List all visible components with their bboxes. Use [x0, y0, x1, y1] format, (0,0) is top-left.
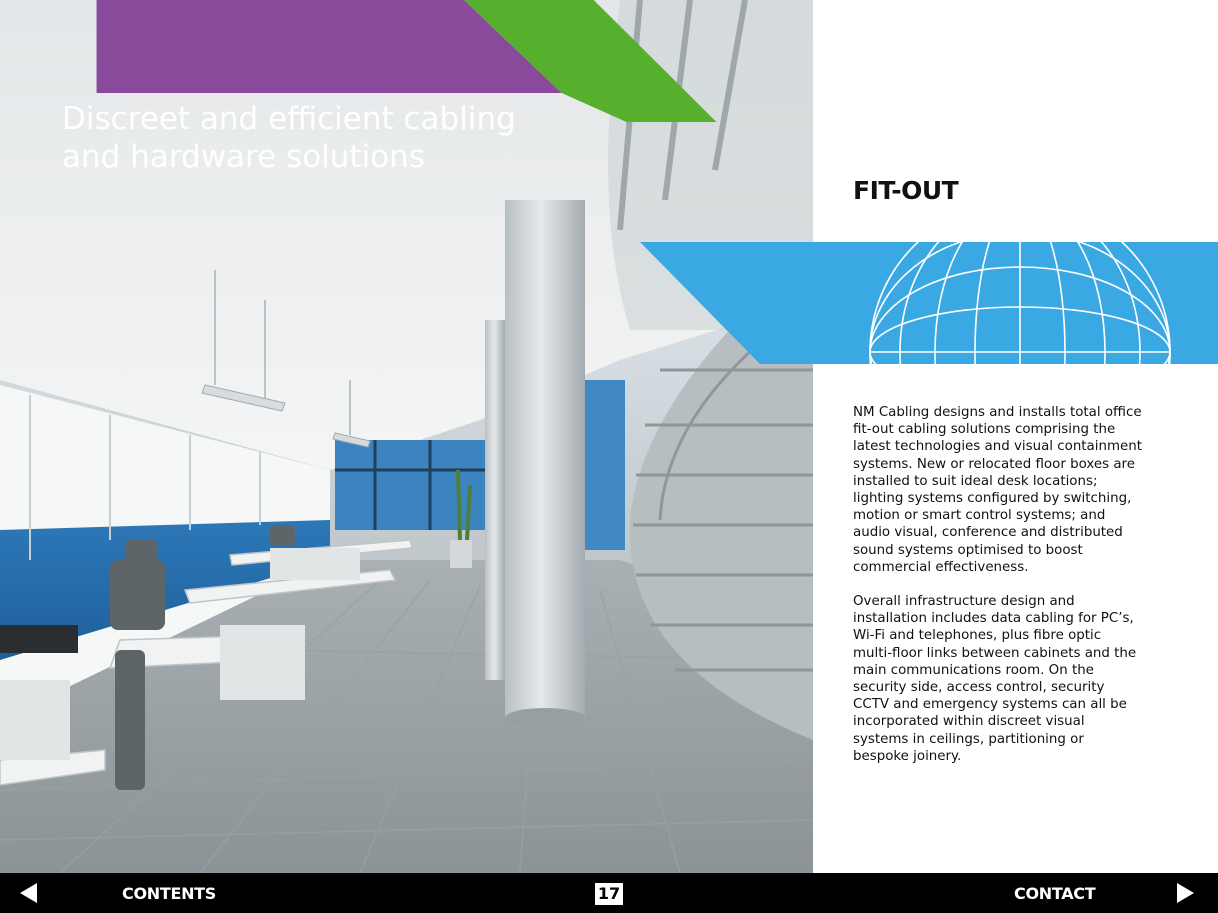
arrow-right-icon: [1177, 883, 1194, 903]
prev-page-arrow[interactable]: [20, 873, 37, 913]
contents-link[interactable]: [122, 873, 216, 913]
headline: [62, 100, 522, 176]
page-number: 17: [595, 883, 623, 905]
next-page-arrow[interactable]: [1177, 873, 1194, 913]
body-paragraph-1: NM Cabling designs and installs total office fit-out cabling solutions comprising the latest technologies and visual containment systems. New or relocated floor boxes are installed to suit ideal desk locations; lighting systems configured by switching, motion or smart control systems; and audio visual, conference and distributed sound systems optimised to boost commercial effectiveness.: [853, 405, 1142, 575]
section-title: FIT-OUT: [853, 176, 959, 205]
contents-label: CONTENTS: [122, 883, 217, 903]
globe-banner: [600, 242, 1218, 366]
arrow-left-icon: [20, 883, 37, 903]
contact-link[interactable]: [1014, 873, 1095, 913]
headline-line-2: and hardware solutions: [62, 139, 425, 175]
section-body: [853, 404, 1143, 782]
headline-line-1: Discreet and efficient cabling: [62, 101, 516, 137]
contact-label: CONTACT: [1014, 883, 1096, 903]
body-paragraph-2: Overall infrastructure design and installation includes data cabling for PC’s, Wi-Fi and telephones, plus fibre optic multi-floor links between cabinets and the main communications room. On the security side, access control, security CCTV and emergency systems can all be incorporated within discreet visual systems in ceilings, partitioning or bespoke joinery.: [853, 594, 1137, 764]
